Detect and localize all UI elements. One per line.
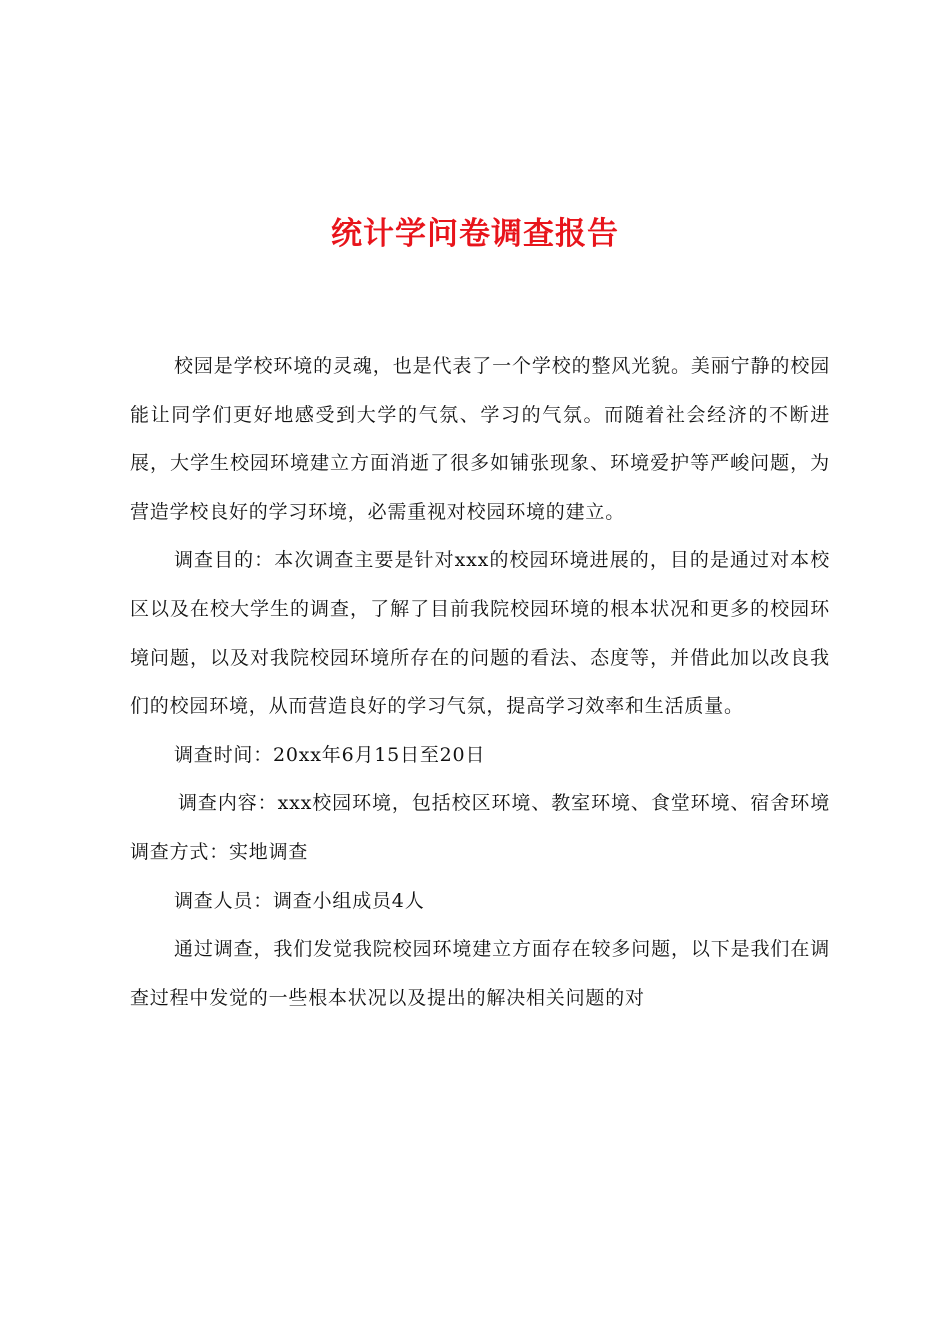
document-body (130, 342, 830, 1022)
paragraph-time: 调查时间：20xx年6月15日至20日 (174, 743, 486, 766)
document-title: 统计学问卷调查报告 (331, 216, 619, 252)
paragraph-personnel: 调查人员：调查小组成员4人 (174, 889, 425, 912)
paragraph-content: 调查内容：xxx校园环境，包括校区环境、教室环境、食堂环境、宿舍环境 调查方式：实地调查 (130, 792, 830, 863)
paragraph-intro: 校园是学校环境的灵魂，也是代表了一个学校的整风光貌。美丽宁静的校园能让同学们更好地感受到大学的气氛、学习的气氛。而随着社会经济的不断进展，大学生校园环境建立方面消逝了很多如铺张现象、环境爱护等严峻问题，为营造学校良好的学习环境，必需重视对校园环境的建立。 (130, 355, 830, 523)
paragraph-findings: 通过调查，我们发觉我院校园环境建立方面存在较多问题，以下是我们在调查过程中发觉的一些根本状况以及提出的解决相关问题的对 (130, 938, 830, 1009)
paragraph-purpose: 调查目的：本次调查主要是针对xxx的校园环境进展的，目的是通过对本校区以及在校大学生的调查，了解了目前我院校园环境的根本状况和更多的校园环境问题，以及对我院校园环境所存在的问题的看法、态度等，并借此加以改良我们的校园环境，从而营造良好的学习气氛，提高学习效率和生活质量。 (130, 549, 830, 718)
